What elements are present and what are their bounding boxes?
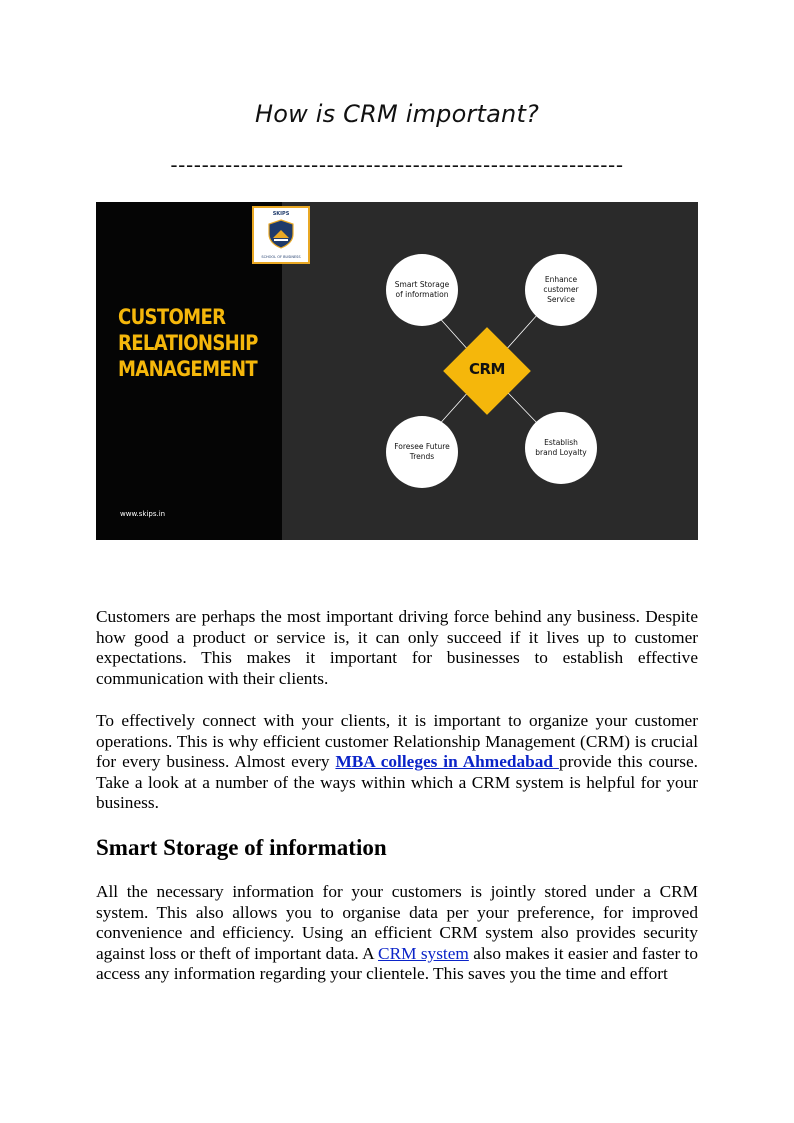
node-enhance-service: Enhance customer Service: [525, 254, 597, 326]
paragraph-text: also makes it easier and faster to access any information regarding your clientele. This saves you the time and effort: [96, 943, 699, 984]
banner-website: www.skips.in: [120, 510, 166, 518]
node-brand-loyalty: Establish brand Loyalty: [525, 412, 597, 484]
crm-paragraph: [96, 711, 698, 814]
diagram-connectors: [96, 202, 698, 540]
paragraph-text: provide this course. Take a look at a number of the ways within which a CRM system is helpful for your business.: [96, 752, 698, 813]
node-foresee-trends: Foresee Future Trends: [386, 416, 458, 488]
paragraph-text: All the necessary information for your customers is jointly stored under a CRM system. This also allows you to organise data per your preference, for improved convenience and efficiency. Using an efficient CRM system also provides security against loss or theft of important data. A: [96, 882, 698, 963]
banner-heading-line: CUSTOMER: [118, 305, 226, 329]
logo-name: SKIPS: [272, 211, 290, 217]
banner-heading-line: RELATIONSHIP: [118, 331, 258, 355]
node-smart-storage: Smart Storage of information: [386, 254, 458, 326]
intro-paragraph: Customers are perhaps the most important driving force behind any business. Despite how good a product or service is, it can only succeed if it lives up to customer expectations. This makes it important for businesses to establish effective communication with their clients.: [96, 607, 698, 688]
banner-heading-line: MANAGEMENT: [118, 357, 258, 381]
mba-colleges-link[interactable]: MBA colleges in Ahmedabad: [335, 752, 559, 772]
storage-paragraph: [96, 882, 698, 985]
section-heading: Smart Storage of information: [96, 835, 387, 860]
crm-banner-image: [96, 202, 698, 540]
crm-center-label: CRM: [469, 360, 505, 378]
page-title: How is CRM important?: [254, 100, 540, 128]
paragraph-text: To effectively connect with your clients, it is important to organize your customer operations. This is why efficient customer Relationship Management (CRM) is crucial for every business. Almost every: [96, 711, 698, 772]
crm-system-link[interactable]: CRM system: [378, 943, 469, 963]
separator-line: ----------------------------------------------------------: [170, 153, 624, 177]
logo-subtitle: SCHOOL OF BUSINESS: [261, 255, 301, 259]
